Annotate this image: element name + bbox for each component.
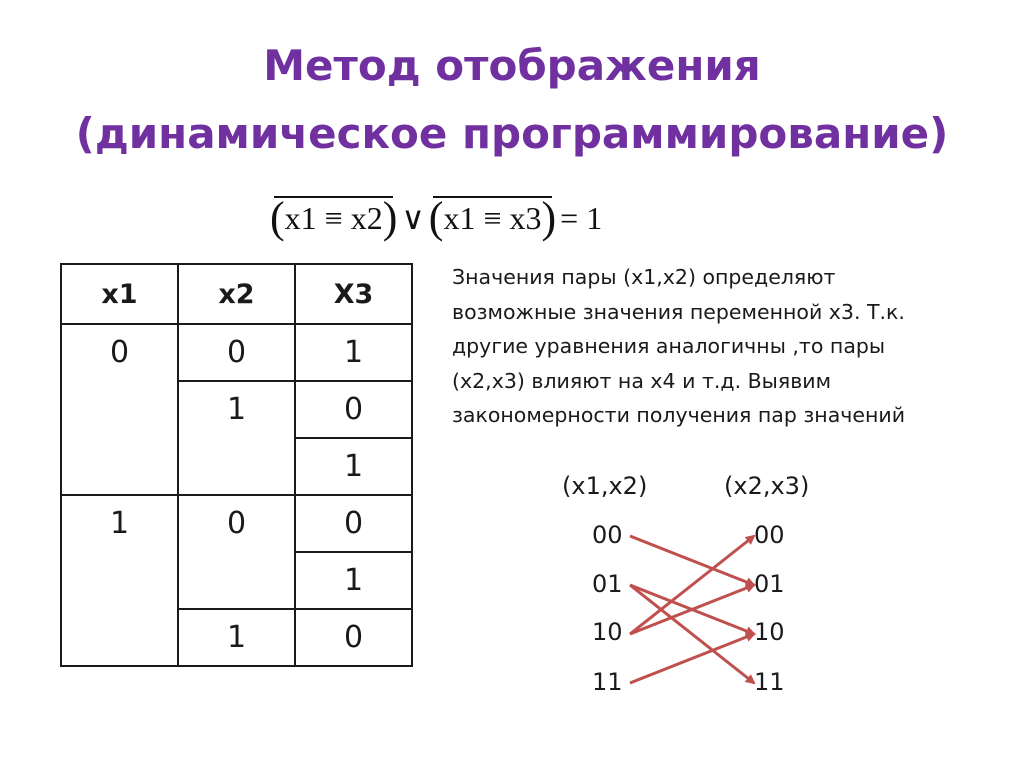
- cell-x3: 0: [295, 495, 412, 552]
- cell-x2: 1: [178, 609, 295, 666]
- slide-title-line-1: Метод отображения: [263, 41, 761, 90]
- right-pair-value: 11: [754, 668, 785, 696]
- left-pair-value: 01: [592, 570, 623, 598]
- or-operator: ∨: [401, 200, 425, 236]
- left-pair-value: 11: [592, 668, 623, 696]
- pair-mapping-diagram: [540, 466, 860, 706]
- table-row: [61, 495, 412, 552]
- left-column-header: (x1,x2): [562, 472, 648, 500]
- cell-x1: 1: [61, 495, 178, 666]
- negated-group-1: ( x1 ≡ x2 ): [270, 193, 398, 242]
- right-pair-value: 00: [754, 521, 785, 549]
- explanation-text: Значения пары (x1,x2) определяют возможные значения переменной x3. Т.к. другие уравнения аналогичны ,то пары (x2,x3) влияют на x4 и т.д. Выявим закономерности получения пар значений: [452, 265, 906, 427]
- right-pair-value: 10: [754, 618, 785, 646]
- cell-x3: 1: [295, 324, 412, 381]
- negated-group-2: ( x1 ≡ x3 ): [428, 193, 557, 242]
- slide-title-line-2: (динамическое программирование): [75, 109, 949, 158]
- header-x3: X3: [295, 264, 412, 324]
- table-row: [61, 324, 412, 381]
- logic-equation: [270, 190, 606, 246]
- mapping-arrows: [540, 466, 860, 706]
- equivalence-x1-x2: x1 ≡ x2: [284, 199, 383, 236]
- mapping-arrow: [630, 536, 754, 585]
- cell-x3: 0: [295, 381, 412, 438]
- right-column-header: (x2,x3): [724, 472, 810, 500]
- mapping-arrow: [630, 585, 754, 683]
- table-header-row: [61, 264, 412, 324]
- cell-x2: 0: [178, 324, 295, 381]
- truth-table: [60, 263, 413, 667]
- cell-x1: 0: [61, 324, 178, 495]
- equivalence-x1-x3: x1 ≡ x3: [443, 199, 542, 236]
- left-pair-value: 00: [592, 521, 623, 549]
- right-pair-value: 01: [754, 570, 785, 598]
- header-x1: x1: [61, 264, 178, 324]
- header-x2: x2: [178, 264, 295, 324]
- cell-x3: 1: [295, 552, 412, 609]
- cell-x3: 0: [295, 609, 412, 666]
- cell-x3: 1: [295, 438, 412, 495]
- mapping-arrow: [630, 536, 754, 634]
- left-pair-value: 10: [592, 618, 623, 646]
- cell-x2: 0: [178, 495, 295, 609]
- cell-x2: 1: [178, 381, 295, 495]
- mapping-arrow: [630, 634, 754, 683]
- equals-one: = 1: [560, 199, 603, 236]
